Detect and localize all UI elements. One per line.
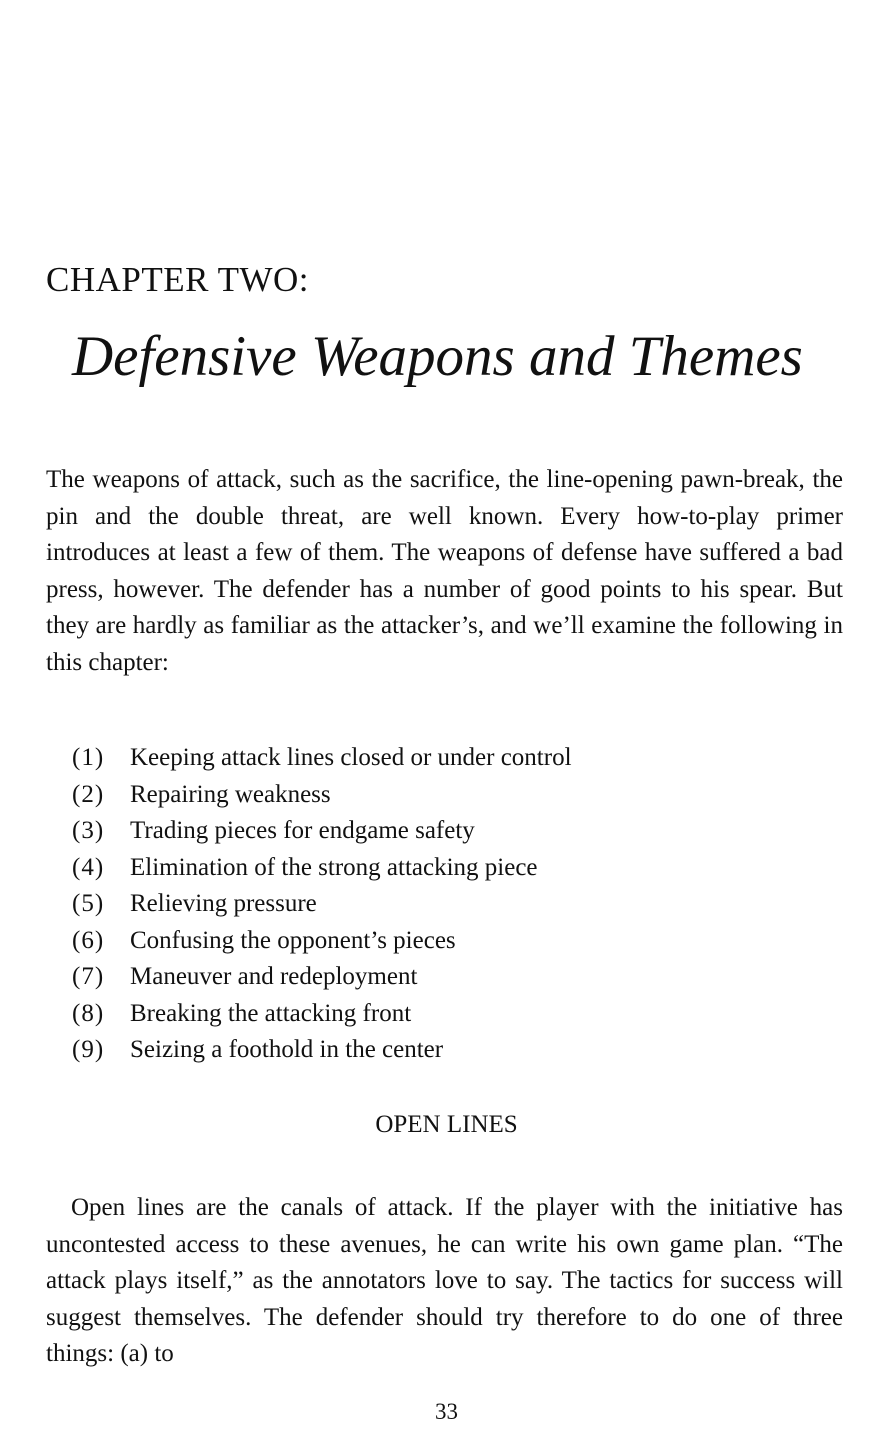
- list-item-text: Confusing the opponent’s pieces: [130, 926, 456, 954]
- list-item: [72, 996, 572, 1033]
- list-item-number: (2): [72, 780, 105, 808]
- list-item-text: Trading pieces for endgame safety: [130, 817, 475, 844]
- list-item-number: (6): [72, 926, 105, 954]
- list-item-number: (5): [72, 890, 105, 917]
- list-item-text: Elimination of the strong attacking piece: [130, 853, 538, 881]
- chapter-title: Defensive Weapons and Themes: [72, 325, 803, 388]
- list-item-number: (8): [72, 999, 105, 1027]
- list-item-text: Repairing weakness: [130, 780, 331, 808]
- list-item: [72, 850, 572, 887]
- list-item-number: (9): [72, 1036, 105, 1063]
- list-item: [72, 813, 572, 850]
- list-item: [72, 1032, 572, 1069]
- list-item-text: Seizing a foothold in the center: [130, 1036, 444, 1063]
- list-item: [72, 777, 572, 814]
- page-number: 33: [435, 1399, 458, 1424]
- list-item: [72, 923, 572, 960]
- list-item-text: Maneuver and redeployment: [130, 963, 418, 990]
- list-item-number: (7): [72, 963, 105, 990]
- intro-paragraph: The weapons of attack, such as the sacrifice, the line-opening pawn-break, the pin and the double threat, are well known. Every how-to-play primer introduces at least a few of them. The weapons of defense have suffered a bad press, however. The defender has a number of good points to his spear. But they are hardly as familiar as the attacker’s, and we’ll examine the following in this chapter:: [46, 466, 843, 676]
- list-item: [72, 886, 572, 923]
- list-item: [72, 740, 572, 777]
- list-item-text: Breaking the attacking front: [130, 999, 412, 1027]
- list-item: [72, 959, 572, 996]
- section-heading: OPEN LINES: [375, 1111, 518, 1138]
- section-paragraph: Open lines are the canals of attack. If the player with the initiative has uncontested access to these avenues, he can write his own game plan. “The attack plays itself,” as the annotators love to say. The tactics for success will suggest themselves. The defender should try therefore to do one of three things: (a) to: [46, 1194, 843, 1367]
- list-item-number: (3): [72, 817, 105, 844]
- list-item-number: (4): [72, 853, 105, 881]
- list-item-text: Relieving pressure: [130, 890, 317, 917]
- defensive-themes-list: [72, 740, 572, 1069]
- chapter-label: CHAPTER TWO:: [46, 260, 309, 299]
- list-item-text: Keeping attack lines closed or under control: [130, 744, 572, 771]
- list-item-number: (1): [72, 744, 105, 771]
